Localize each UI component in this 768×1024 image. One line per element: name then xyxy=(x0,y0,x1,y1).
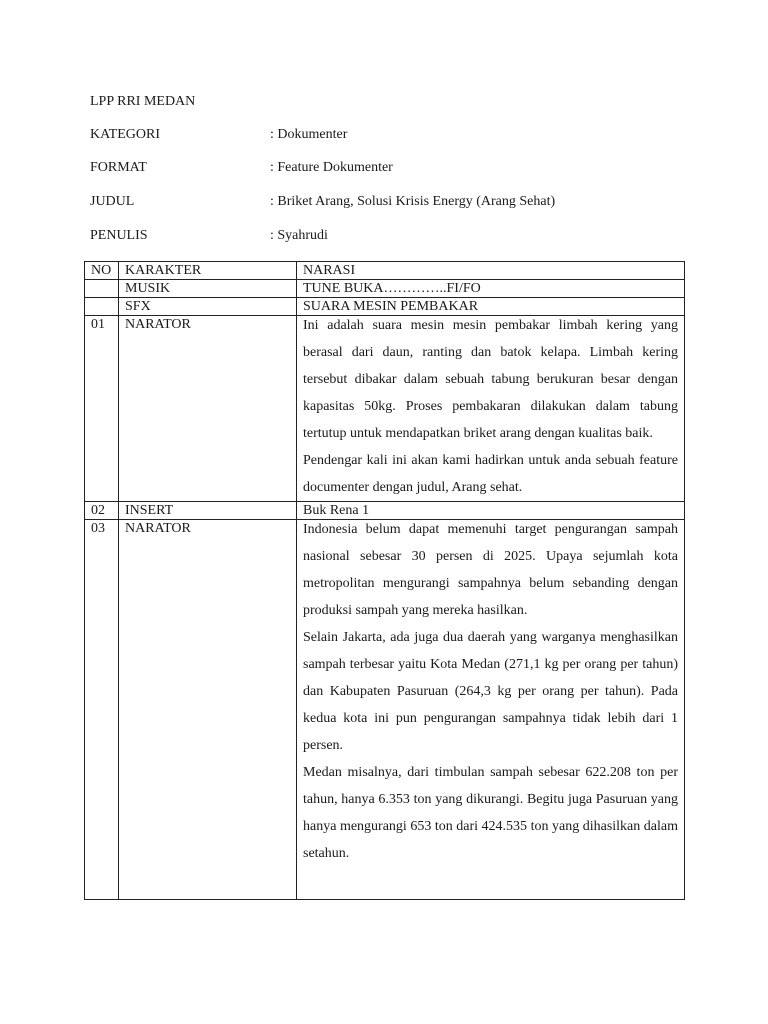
field-penulis xyxy=(90,226,690,246)
field-label: JUDUL xyxy=(90,194,135,209)
narasi-paragraph: Medan misalnya, dari timbulan sampah sebesar 622.208 ton per tahun, hanya 6.353 ton yang dikurangi. Begitu juga Pasuruan yang hanya mengurangi 653 ton dari 424.535 ton yang dihasilkan dalam setahun. xyxy=(303,765,678,861)
row-no xyxy=(85,298,119,316)
column-header-no: NO xyxy=(85,262,119,280)
row-no xyxy=(85,280,119,298)
station-name: LPP RRI MEDAN xyxy=(90,94,196,109)
row-narasi: Buk Rena 1 xyxy=(297,502,685,520)
row-karakter: MUSIK xyxy=(119,280,297,298)
row-narasi: TUNE BUKA…………..FI/FO xyxy=(297,280,685,298)
field-label: PENULIS xyxy=(90,228,148,243)
row-karakter: NARATOR xyxy=(119,316,297,502)
field-value: : Feature Dokumenter xyxy=(270,160,393,175)
narasi-paragraph: Selain Jakarta, ada juga dua daerah yang warganya menghasilkan sampah terbesar yaitu Kota Medan (271,1 kg per orang per tahun) dan Kabupaten Pasuruan (264,3 kg per orang per tahun). Pada kedua kota ini pun pengurangan sampahnya tidak lebih dari 1 persen. xyxy=(303,630,678,753)
field-value: : Syahrudi xyxy=(270,228,328,243)
table-header-row xyxy=(85,262,685,280)
field-value: : Dokumenter xyxy=(270,127,348,142)
table-row xyxy=(85,316,685,502)
field-judul xyxy=(90,192,690,212)
row-spacer xyxy=(303,867,678,899)
row-karakter: SFX xyxy=(119,298,297,316)
narasi-paragraph: Indonesia belum dapat memenuhi target pengurangan sampah nasional sebesar 30 persen di 2025. Upaya sejumlah kota metropolitan mengurangi sampahnya belum sebanding dengan produksi sampah yang mereka hasilkan. xyxy=(303,522,678,618)
row-karakter: INSERT xyxy=(119,502,297,520)
field-value: : Briket Arang, Solusi Krisis Energy (Arang Sehat) xyxy=(270,194,556,209)
row-no: 01 xyxy=(85,316,119,502)
field-format xyxy=(90,158,690,178)
row-narasi xyxy=(297,316,685,502)
row-no: 03 xyxy=(85,520,119,900)
script-table xyxy=(84,261,685,900)
table-row xyxy=(85,520,685,900)
field-label: KATEGORI xyxy=(90,127,160,142)
row-narasi xyxy=(297,520,685,900)
narasi-paragraph: Ini adalah suara mesin mesin pembakar limbah kering yang berasal dari daun, ranting dan batok kelapa. Limbah kering tersebut dibakar dalam sebuah tabung berukuran besar dengan kapasitas 50kg. Proses pembakaran dilakukan dalam tabung tertutup untuk mendapatkan briket arang dengan kualitas baik. xyxy=(303,318,678,441)
row-karakter: NARATOR xyxy=(119,520,297,900)
narasi-paragraph: Pendengar kali ini akan kami hadirkan untuk anda sebuah feature documenter dengan judul, Arang sehat. xyxy=(303,453,678,495)
row-narasi: SUARA MESIN PEMBAKAR xyxy=(297,298,685,316)
field-label: FORMAT xyxy=(90,160,147,175)
table-row xyxy=(85,280,685,298)
row-no: 02 xyxy=(85,502,119,520)
field-kategori xyxy=(90,125,690,145)
column-header-karakter: KARAKTER xyxy=(119,262,297,280)
column-header-narasi: NARASI xyxy=(297,262,685,280)
